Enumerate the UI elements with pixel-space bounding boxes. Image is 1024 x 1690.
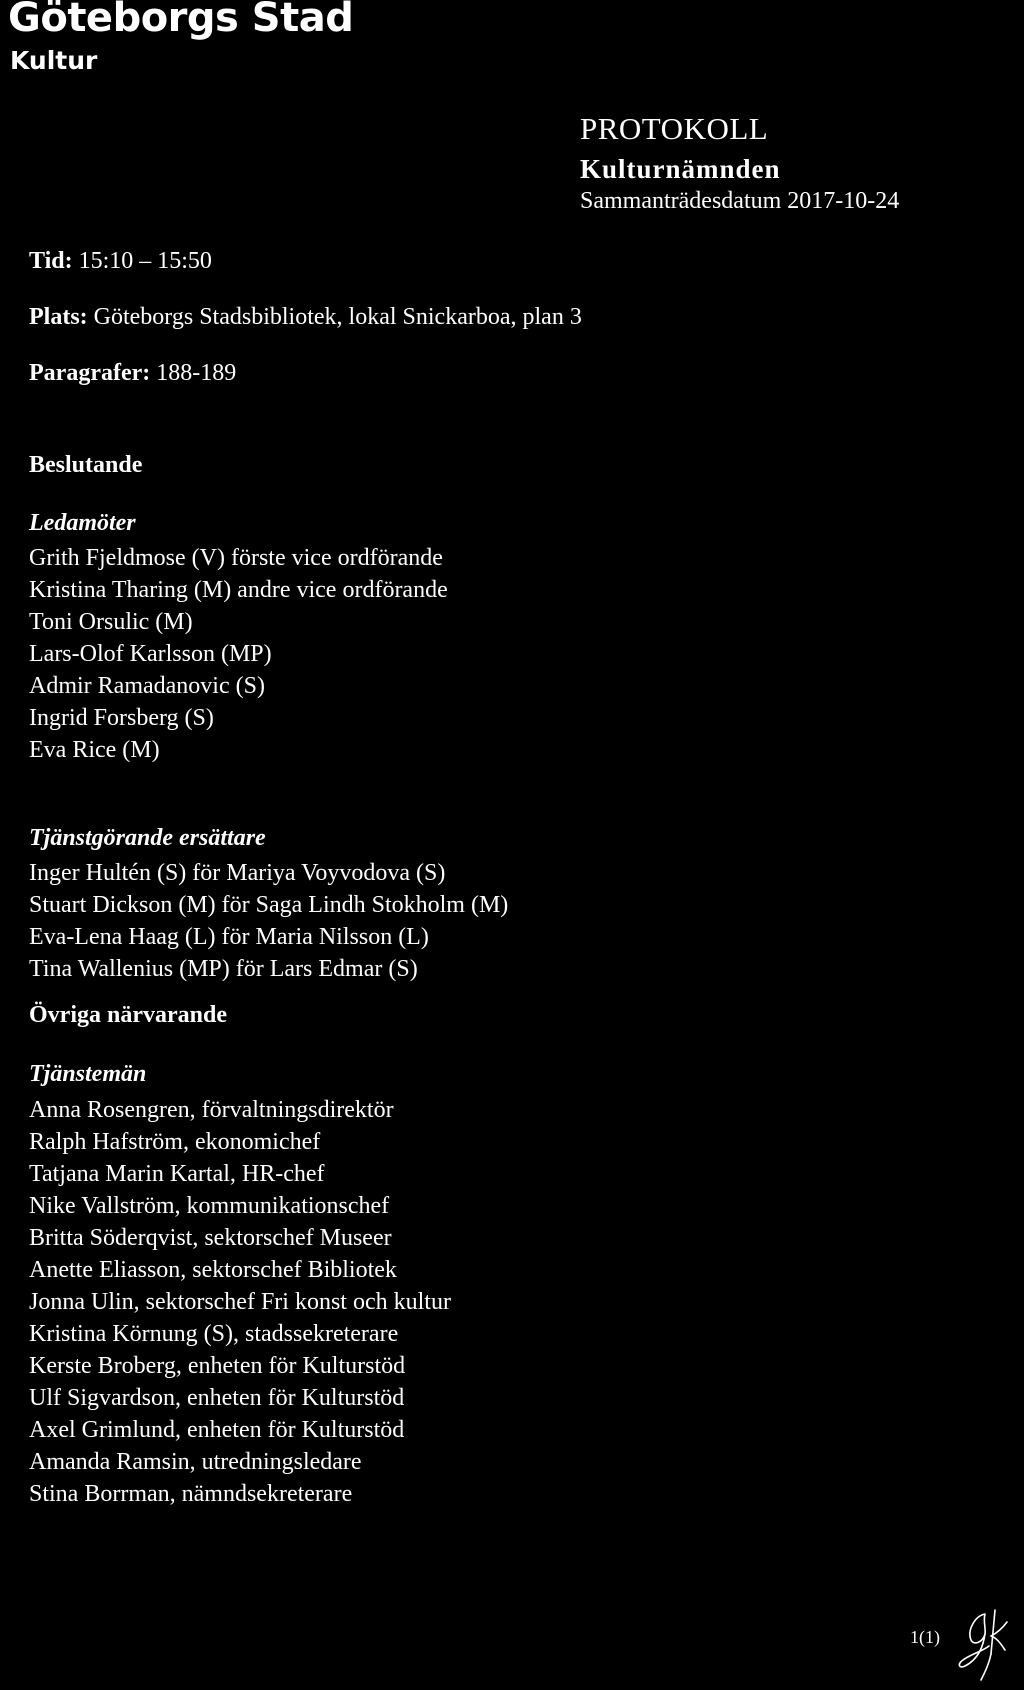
list-item: Ralph Hafström, ekonomichef (29, 1129, 321, 1155)
list-item: Nike Vallström, kommunikationschef (29, 1193, 390, 1219)
time-value: 15:10 – 15:50 (78, 248, 212, 274)
meeting-sections (29, 358, 236, 388)
list-item: Kristina Tharing (M) andre vice ordförande (29, 577, 448, 603)
initials-signature (955, 1608, 1013, 1684)
document-type: PROTOKOLL (580, 111, 769, 146)
list-item: Amanda Ramsin, utredningsledare (29, 1449, 362, 1475)
decision-makers-heading: Beslutande (29, 452, 143, 478)
meeting-place (29, 302, 582, 332)
list-item: Eva Rice (M) (29, 737, 160, 763)
list-item: Ingrid Forsberg (S) (29, 705, 214, 731)
members-list (29, 542, 448, 766)
list-item: Admir Ramadanovic (S) (29, 673, 265, 699)
substitutes-heading: Tjänstgörande ersättare (29, 825, 266, 851)
place-label: Plats: (29, 304, 88, 330)
list-item: Ulf Sigvardson, enheten för Kulturstöd (29, 1385, 405, 1411)
department-name: Kultur (10, 46, 98, 75)
meeting-date: Sammanträdesdatum 2017-10-24 (580, 188, 900, 214)
list-item: Stina Borrman, nämndsekreterare (29, 1481, 353, 1507)
officials-heading: Tjänstemän (29, 1061, 147, 1087)
others-present-heading: Övriga närvarande (29, 1002, 227, 1028)
list-item: Kristina Körnung (S), stadssekreterare (29, 1321, 399, 1347)
organization-logo: Göteborgs Stad (8, 0, 354, 41)
substitutes-list (29, 857, 508, 985)
list-item: Jonna Ulin, sektorschef Fri konst och kultur (29, 1289, 451, 1315)
time-label: Tid: (29, 248, 73, 274)
list-item: Stuart Dickson (M) för Saga Lindh Stokholm (M) (29, 892, 509, 918)
sections-value: 188-189 (156, 360, 237, 386)
list-item: Tatjana Marin Kartal, HR-chef (29, 1161, 325, 1187)
page-number: 1(1) (910, 1627, 940, 1647)
list-item: Britta Söderqvist, sektorschef Museer (29, 1225, 392, 1251)
list-item: Eva-Lena Haag (L) för Maria Nilsson (L) (29, 924, 429, 950)
officials-list (29, 1094, 451, 1510)
list-item: Kerste Broberg, enheten för Kulturstöd (29, 1353, 406, 1379)
committee-name: Kulturnämnden (580, 154, 781, 184)
list-item: Tina Wallenius (MP) för Lars Edmar (S) (29, 956, 418, 982)
list-item: Grith Fjeldmose (V) förste vice ordförande (29, 545, 443, 571)
sections-label: Paragrafer: (29, 360, 151, 386)
list-item: Inger Hultén (S) för Mariya Voyvodova (S) (29, 860, 446, 886)
list-item: Anette Eliasson, sektorschef Bibliotek (29, 1257, 397, 1283)
list-item: Anna Rosengren, förvaltningsdirektör (29, 1097, 394, 1123)
list-item: Lars-Olof Karlsson (MP) (29, 641, 272, 667)
list-item: Axel Grimlund, enheten för Kulturstöd (29, 1417, 405, 1443)
list-item: Toni Orsulic (M) (29, 609, 193, 635)
meeting-time (29, 246, 212, 276)
members-heading: Ledamöter (29, 510, 136, 536)
place-value: Göteborgs Stadsbibliotek, lokal Snickarboa, plan 3 (93, 304, 582, 330)
